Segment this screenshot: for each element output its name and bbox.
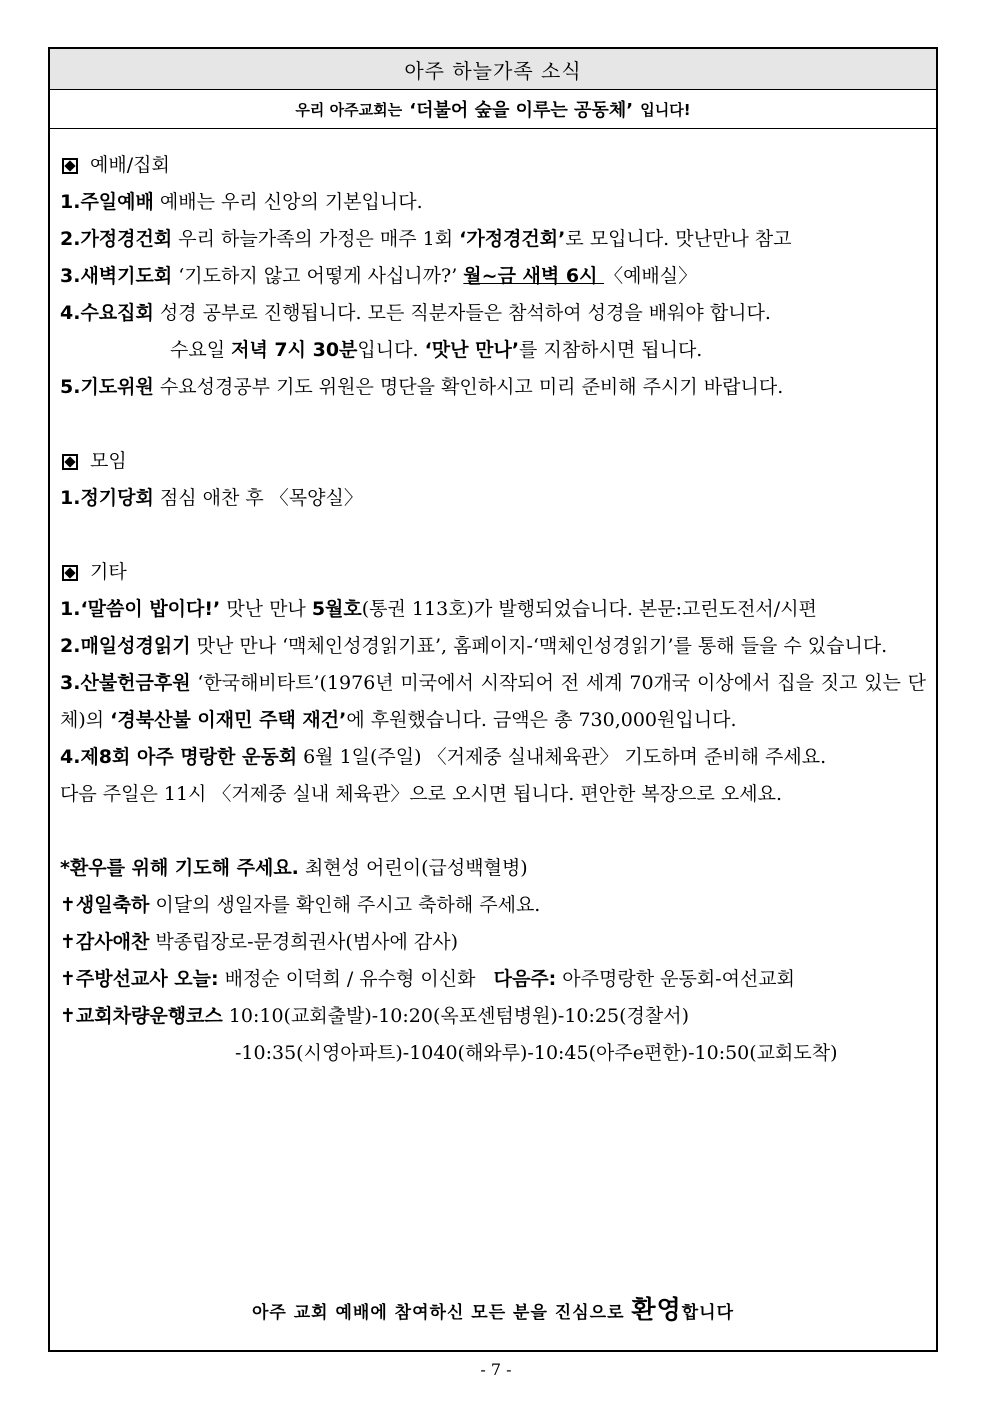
notice-item-continuation: -10:35(시영아파트)-1040(해와루)-10:45(아주e편한)-10:50(교회도착) [235, 1042, 838, 1064]
page-title [50, 49, 936, 90]
cross-icon: ✝ [60, 968, 76, 990]
list-item: 2.매일성경읽기 맛난 만나 ‘맥체인성경읽기표’, 홈페이지-‘맥체인성경읽기’를 통해 들을 수 있습니다. [60, 635, 888, 657]
welcome-footer: 아주 교회 예배에 참여하신 모든 분을 진심으로 환영합니다 [251, 1295, 735, 1324]
diamond-box-icon [62, 454, 78, 470]
notice-item: ✝교회차량운행코스 10:10(교회출발)-10:20(옥포센텀병원)-10:25(경찰서) [60, 1005, 689, 1027]
bulletin-frame [48, 47, 938, 1352]
title-text: 아주 하늘가족 소식 [404, 58, 582, 83]
list-item-continuation: 수요일 저녁 7시 30분입니다. ‘맛난 만나’를 지참하시면 됩니다. [170, 339, 703, 361]
cross-icon: ✝ [60, 894, 76, 916]
section-heading-meeting: 모임 [60, 443, 926, 480]
section-heading-etc: 기타 [60, 554, 926, 591]
list-item: 4.제8회 아주 명랑한 운동회 6월 1일(주일) 〈거제중 실내체육관〉 기도하며 준비해 주세요. [60, 746, 827, 768]
diamond-box-icon [62, 158, 78, 174]
cross-icon: ✝ [60, 931, 76, 953]
list-item: 5.기도위원 수요성경공부 기도 위원은 명단을 확인하시고 미리 준비해 주시기 바랍니다. [60, 376, 784, 398]
welcome-emphasis: 환영 [631, 1295, 682, 1324]
list-item: 2.가정경건회 우리 하늘가족의 가정은 매주 1회 ‘가정경건회’로 모입니다. 맛난만나 참고 [60, 228, 792, 250]
list-item: 1.‘말씀이 밥이다!’ 맛난 만나 5월호(통권 113호)가 발행되었습니다. 본문:고린도전서/시편 [60, 598, 817, 620]
diamond-box-icon [62, 565, 78, 581]
list-item: 3.새벽기도회 ‘기도하지 않고 어떻게 사십니까?’ 월~금 새벽 6시 〈예배실〉 [60, 265, 698, 287]
notice-item: *환우를 위해 기도해 주세요. 최현성 어린이(급성백혈병) [60, 857, 528, 879]
list-item: 1.정기당회 점심 애찬 후 〈목양실〉 [60, 487, 363, 509]
list-item: 4.수요집회 성경 공부로 진행됩니다. 모든 직분자들은 참석하여 성경을 배워야 합니다. [60, 302, 771, 324]
notice-item: ✝생일축하 이달의 생일자를 확인해 주시고 축하해 주세요. [60, 894, 541, 916]
notice-item: ✝감사애찬 박종립장로-문경희권사(범사에 감사) [60, 931, 458, 953]
list-item: 1.주일예배 예배는 우리 신앙의 기본입니다. [60, 191, 423, 213]
section-heading-worship: 예배/집회 [60, 147, 926, 184]
notice-item: ✝주방선교사 오늘: 배정순 이덕희 / 유수형 이신화 다음주: 아주명랑한 운동회-여선교회 [60, 968, 796, 990]
subtitle-emphasis: ‘더불어 숲을 이루는 공동체’ [409, 100, 634, 121]
subtitle-pre: 우리 아주교회는 [295, 100, 403, 119]
page-number: - 7 - [480, 1360, 512, 1379]
content-body [50, 129, 936, 1072]
list-item-continuation: 다음 주일은 11시 〈거제중 실내 체육관〉으로 오시면 됩니다. 편안한 복장으로 오세요. [60, 783, 782, 805]
cross-icon: ✝ [60, 1005, 76, 1027]
subtitle-banner [50, 90, 936, 129]
subtitle-post: 입니다! [640, 100, 691, 119]
list-item: 3.산불헌금후원 ‘한국해비타트’(1976년 미국에서 시작되어 전 세계 70개국 이상에서 집을 짓고 있는 단체)의 ‘경북산불 이재민 주택 재건’에 후원했습니다. 금액은 총 730,000원입니다. [60, 672, 926, 731]
